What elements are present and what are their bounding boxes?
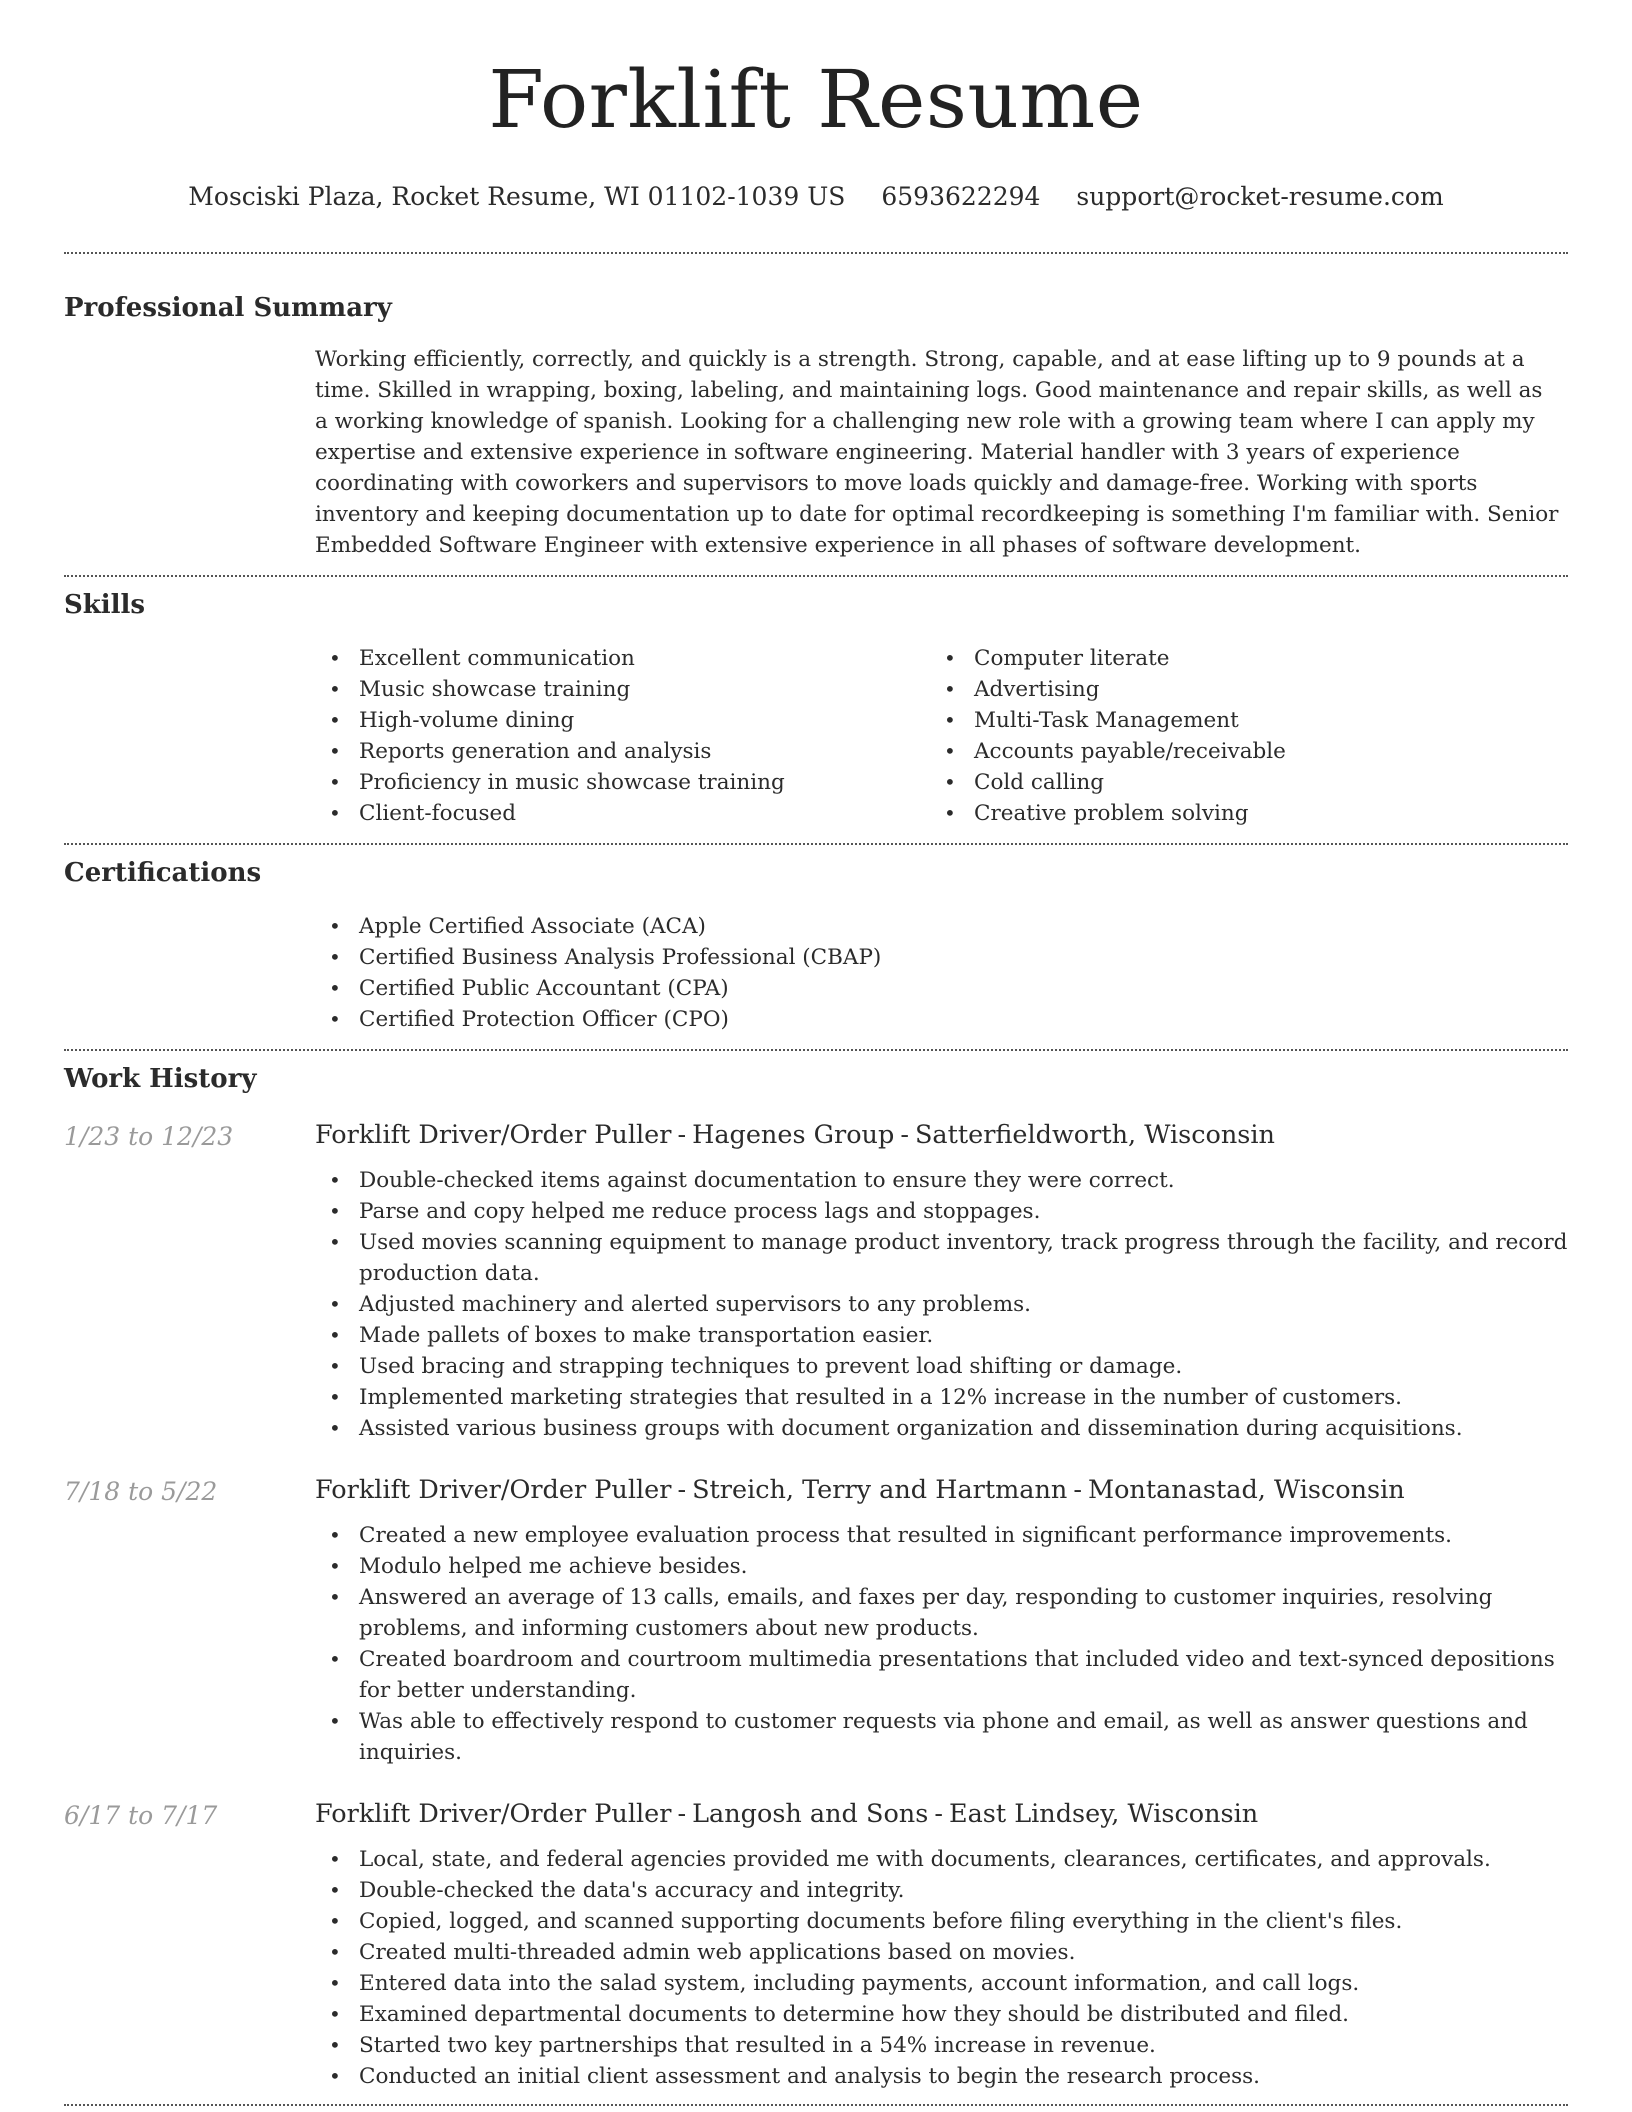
skill-item: • Accounts payable/receivable xyxy=(930,736,1545,767)
job-role: Forklift Driver/Order Puller xyxy=(315,1799,672,1829)
job-bullet: • Double-checked items against documentation to ensure they were correct. xyxy=(315,1165,1568,1196)
job-separator: - xyxy=(1073,1475,1082,1505)
job-bullet: • Created a new employee evaluation process that resulted in significant performance improvements. xyxy=(315,1520,1568,1551)
job-bullets xyxy=(315,1844,1568,2092)
job-separator: - xyxy=(677,1799,687,1829)
section-heading-certifications: Certifications xyxy=(64,858,262,888)
job-title xyxy=(315,1798,1568,1830)
job-company: Streich, Terry and Hartmann xyxy=(692,1475,1068,1505)
job-role: Forklift Driver/Order Puller xyxy=(315,1475,672,1505)
job-location: Montanastad, Wisconsin xyxy=(1087,1475,1405,1505)
job-entry xyxy=(64,1798,1568,2092)
job-bullet: • Started two key partnerships that resulted in a 54% increase in revenue. xyxy=(315,2030,1568,2061)
job-role: Forklift Driver/Order Puller xyxy=(315,1120,672,1150)
skill-item: • Creative problem solving xyxy=(930,798,1545,829)
skills-list-right xyxy=(930,643,1545,829)
job-dates: 1/23 to 12/23 xyxy=(64,1122,234,1151)
job-separator: - xyxy=(900,1120,909,1150)
skill-item: • Proficiency in music showcase training xyxy=(315,767,930,798)
section-heading-skills: Skills xyxy=(64,590,146,620)
job-bullet: • Modulo helped me achieve besides. xyxy=(315,1551,1568,1582)
job-bullet: • Implemented marketing strategies that resulted in a 12% increase in the number of customers. xyxy=(315,1382,1568,1413)
professional-summary-section xyxy=(64,254,1568,575)
skills-section xyxy=(64,577,1568,843)
job-bullet: • Entered data into the salad system, including payments, account information, and call logs. xyxy=(315,1968,1568,1999)
skill-item: • Reports generation and analysis xyxy=(315,736,930,767)
job-separator: - xyxy=(934,1799,943,1829)
skill-item: • High-volume dining xyxy=(315,705,930,736)
certification-item: • Certified Public Accountant (CPA) xyxy=(315,973,1568,1004)
job-bullet: • Used movies scanning equipment to manage product inventory, track progress through the facility, and record production data. xyxy=(315,1227,1568,1289)
job-bullet: • Created boardroom and courtroom multimedia presentations that included video and text-synced depositions for better understanding. xyxy=(315,1644,1568,1706)
job-bullet: • Used bracing and strapping techniques to prevent load shifting or damage. xyxy=(315,1351,1568,1382)
resume-title: Forklift Resume xyxy=(488,53,1144,146)
section-divider xyxy=(64,2104,1568,2106)
certification-item: • Certified Business Analysis Professional (CBAP) xyxy=(315,942,1568,973)
job-bullet: • Made pallets of boxes to make transportation easier. xyxy=(315,1320,1568,1351)
job-bullet: • Conducted an initial client assessment and analysis to begin the research process. xyxy=(315,2061,1568,2092)
skill-item: • Excellent communication xyxy=(315,643,930,674)
job-bullets xyxy=(315,1165,1568,1444)
job-location: Satterfieldworth, Wisconsin xyxy=(914,1120,1275,1150)
skill-item: • Computer literate xyxy=(930,643,1545,674)
work-history-section xyxy=(64,1051,1568,2092)
contact-line xyxy=(64,182,1568,212)
job-bullet: • Created multi-threaded admin web applications based on movies. xyxy=(315,1937,1568,1968)
contact-email: support@rocket-resume.com xyxy=(1076,182,1444,211)
summary-text: Working efficiently, correctly, and quickly is a strength. Strong, capable, and at ease lifting up to 9 pounds at a time. Skilled in wrapping, boxing, labeling, and maintaining logs. Good maintenance and repair skills, as well as a working knowledge of spanish. Looking for a challenging new role with a growing team where I can apply my expertise and extensive experience in software engineering. Material handler with 3 years of experience coordinating with coworkers and supervisors to move loads quickly and damage-free. Working with sports inventory and keeping documentation up to date for optimal recordkeeping is something I'm familiar with. Senior Embedded Software Engineer with extensive experience in all phases of software development. xyxy=(315,347,1559,558)
skill-item: • Multi-Task Management xyxy=(930,705,1545,736)
job-separator: - xyxy=(677,1120,687,1150)
job-bullet: • Copied, logged, and scanned supporting documents before filing everything in the client's files. xyxy=(315,1906,1568,1937)
job-bullet: • Was able to effectively respond to customer requests via phone and email, as well as answer questions and inquiries. xyxy=(315,1706,1568,1768)
job-company: Langosh and Sons xyxy=(692,1799,929,1829)
contact-phone: 6593622294 xyxy=(881,182,1041,211)
job-dates: 7/18 to 5/22 xyxy=(64,1477,218,1506)
job-bullet: • Parse and copy helped me reduce process lags and stoppages. xyxy=(315,1196,1568,1227)
job-separator: - xyxy=(677,1475,687,1505)
job-company: Hagenes Group xyxy=(692,1120,895,1150)
job-location: East Lindsey, Wisconsin xyxy=(948,1799,1259,1829)
certifications-section xyxy=(64,845,1568,1049)
job-dates: 6/17 to 7/17 xyxy=(64,1801,218,1830)
job-bullet: • Examined departmental documents to determine how they should be distributed and filed. xyxy=(315,1999,1568,2030)
certifications-list xyxy=(315,911,1568,1035)
job-bullets xyxy=(315,1520,1568,1768)
section-heading-summary: Professional Summary xyxy=(64,293,392,323)
contact-address: Mosciski Plaza, Rocket Resume, WI 01102-1039 US xyxy=(188,182,846,211)
section-heading-work-history: Work History xyxy=(64,1064,257,1094)
skill-item: • Client-focused xyxy=(315,798,930,829)
job-entry xyxy=(64,1119,1568,1444)
job-entry xyxy=(64,1474,1568,1768)
certification-item: • Apple Certified Associate (ACA) xyxy=(315,911,1568,942)
job-bullet: • Double-checked the data's accuracy and integrity. xyxy=(315,1875,1568,1906)
job-bullet: • Assisted various business groups with document organization and dissemination during acquisitions. xyxy=(315,1413,1568,1444)
job-bullet: • Answered an average of 13 calls, emails, and faxes per day, responding to customer inquiries, resolving problems, and informing customers about new products. xyxy=(315,1582,1568,1644)
skills-list-left xyxy=(315,643,930,829)
job-bullet: • Adjusted machinery and alerted supervisors to any problems. xyxy=(315,1289,1568,1320)
job-bullet: • Local, state, and federal agencies provided me with documents, clearances, certificates, and approvals. xyxy=(315,1844,1568,1875)
skill-item: • Cold calling xyxy=(930,767,1545,798)
resume-page xyxy=(64,0,1568,2106)
job-title xyxy=(315,1119,1568,1151)
certification-item: • Certified Protection Officer (CPO) xyxy=(315,1004,1568,1035)
skill-item: • Advertising xyxy=(930,674,1545,705)
job-title xyxy=(315,1474,1568,1506)
skill-item: • Music showcase training xyxy=(315,674,930,705)
